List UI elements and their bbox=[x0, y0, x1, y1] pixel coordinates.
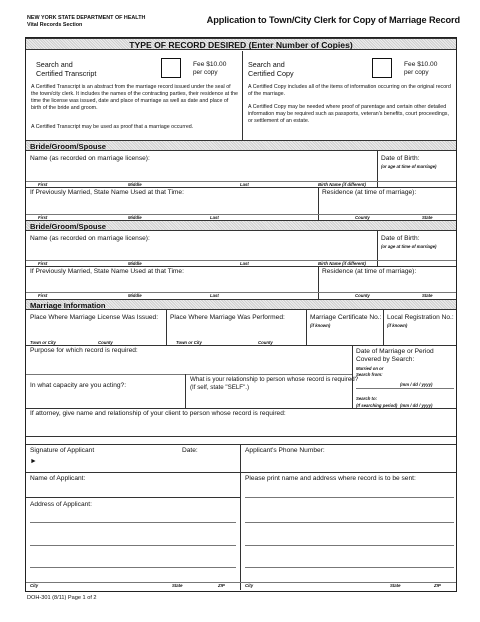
print-address-label: Please print name and address where record is to be sent: bbox=[245, 475, 416, 482]
to-format: (mm / dd / yyyy) bbox=[400, 403, 433, 408]
spouse2-middle: Middle bbox=[128, 261, 142, 266]
mail-line-1 bbox=[245, 497, 454, 498]
from-format: (mm / dd / yyyy) bbox=[400, 382, 433, 387]
married-on: Married on or bbox=[356, 366, 384, 371]
attorney-line bbox=[26, 436, 456, 437]
date-period-label-2: Covered by Search: bbox=[356, 356, 415, 363]
form-title: Application to Town/City Clerk for Copy of Marriage Record bbox=[206, 15, 460, 25]
search-to: Search to: bbox=[356, 396, 378, 401]
license-place-label: Place Where Marriage License Was Issued: bbox=[30, 314, 159, 321]
relationship-label-1: What is your relationship to person whose record is required? bbox=[190, 376, 359, 383]
spouse1-prev-label: If Previously Married, State Name Used at that Time: bbox=[30, 189, 184, 196]
mail-line-4 bbox=[245, 567, 454, 568]
date-label: Date: bbox=[182, 447, 198, 454]
spouse2-last: Last bbox=[240, 261, 249, 266]
spouse1-heading: Bride/Groom/Spouse bbox=[30, 142, 106, 151]
spouse2-state: State bbox=[422, 293, 433, 298]
spouse1-row-divider bbox=[26, 187, 456, 188]
spouse1-prev-last: Last bbox=[210, 215, 219, 220]
transcript-fee: Fee $10.00 bbox=[193, 61, 227, 68]
record-type-heading: TYPE OF RECORD DESIRED (Enter Number of Copies) bbox=[129, 40, 353, 50]
signature-arrow-icon: ► bbox=[30, 458, 37, 465]
mail-state: State bbox=[390, 583, 401, 588]
purpose-label: Purpose for which record is required: bbox=[30, 347, 138, 354]
marriage-divider-2 bbox=[306, 310, 307, 345]
capacity-row-divider bbox=[26, 408, 456, 409]
spouse2-row-divider bbox=[26, 266, 456, 267]
spouse1-middle: Middle bbox=[128, 182, 142, 187]
spouse1-birth-name: Birth Name (if different) bbox=[318, 182, 366, 187]
transcript-per-copy: per copy bbox=[193, 69, 218, 76]
marriage-divider-3 bbox=[383, 310, 384, 345]
applicant-name-line bbox=[26, 497, 240, 498]
address-line-2 bbox=[30, 545, 236, 546]
marriage-bar bbox=[26, 299, 456, 310]
spouse2-prev-last: Last bbox=[210, 293, 219, 298]
spouse2-prev-line bbox=[26, 292, 456, 293]
section-name: Vital Records Section bbox=[27, 21, 83, 28]
mail-line-2 bbox=[245, 522, 454, 523]
date-period-label-1: Date of Marriage or Period bbox=[356, 348, 434, 355]
spouse2-county: County bbox=[355, 293, 370, 298]
performed-town: Town or City bbox=[176, 340, 202, 345]
copy-desc-2: A Certified Copy may be needed where proof of parentage and certain other detailed information may be required such as passports, veteran's benefits, court proceedings, or settlement of an estate. bbox=[248, 104, 449, 124]
header-agency-block bbox=[27, 15, 145, 28]
spouse2-res-label: Residence (at time of marriage): bbox=[322, 268, 417, 275]
spouse2-name-label: Name (as recorded on marriage license): bbox=[30, 235, 150, 242]
license-county: County bbox=[98, 340, 113, 345]
relationship-label-2: (If self, state "SELF".) bbox=[190, 384, 250, 391]
spouse2-dob-sub: (or age at time of marriage) bbox=[381, 244, 437, 249]
license-town: Town or City bbox=[30, 340, 56, 345]
cert-no-label: Marriage Certificate No.: bbox=[310, 314, 382, 321]
spouse2-birth-name: Birth Name (if different) bbox=[318, 261, 366, 266]
spouse1-dob-sub: (or age at time of marriage) bbox=[381, 164, 437, 169]
mail-city: City bbox=[245, 583, 254, 588]
applicant-address-label: Address of Applicant: bbox=[30, 501, 92, 508]
spouse1-county: County bbox=[355, 215, 370, 220]
address-line-1 bbox=[30, 522, 236, 523]
signature-row-divider bbox=[26, 472, 456, 473]
mail-zip: ZIP bbox=[434, 583, 441, 588]
spouse1-state: State bbox=[422, 215, 433, 220]
address-line-3 bbox=[30, 567, 236, 568]
attorney-label: If attorney, give name and relationship of your client to person whose record is required: bbox=[30, 410, 286, 417]
transcript-copies-box[interactable] bbox=[161, 58, 181, 78]
applicant-name-label: Name of Applicant: bbox=[30, 475, 86, 482]
purpose-line bbox=[26, 374, 352, 375]
spouse2-bar bbox=[26, 220, 456, 231]
transcript-desc-1: A Certified Transcript is an abstract from the marriage record issued under the seal of the town/city clerk. It includes the names of the contracting parties, their residence at the time the license was issued, date and place of marriage as well as date and place of birth of the bride and groom. bbox=[31, 84, 238, 111]
performed-place-label: Place Where Marriage Was Performed: bbox=[170, 314, 285, 321]
signature-label: Signature of Applicant bbox=[30, 447, 95, 454]
spouse1-last: Last bbox=[240, 182, 249, 187]
spouse1-res-label: Residence (at time of marriage): bbox=[322, 189, 417, 196]
copy-fee: Fee $10.00 bbox=[404, 61, 438, 68]
applicant-city: City bbox=[30, 583, 39, 588]
search-from-line bbox=[356, 388, 454, 389]
marriage-row-divider bbox=[26, 345, 456, 346]
capacity-divider bbox=[185, 374, 186, 408]
applicant-state: State bbox=[172, 583, 183, 588]
if-searching: (If searching period) bbox=[356, 403, 398, 408]
applicant-top-line bbox=[26, 444, 456, 445]
copy-desc-1: A Certified Copy includes all of the items of information occurring on the original record of the marriage. bbox=[248, 84, 451, 97]
transcript-label-1: Search and bbox=[36, 60, 73, 69]
spouse2-prev-first: First bbox=[38, 293, 48, 298]
agency-name: NEW YORK STATE DEPARTMENT OF HEALTH bbox=[27, 15, 146, 21]
transcript-desc-2: A Certified Transcript may be used as proof that a marriage occurred. bbox=[31, 124, 194, 130]
marriage-heading: Marriage Information bbox=[30, 301, 106, 310]
phone-label: Applicant's Phone Number: bbox=[245, 447, 325, 454]
transcript-label-2: Certified Transcript bbox=[36, 69, 97, 78]
capacity-label: In what capacity are you acting?: bbox=[30, 382, 127, 389]
spouse2-dob-label: Date of Birth: bbox=[381, 235, 420, 242]
spouse1-res-divider bbox=[318, 187, 319, 220]
cert-known: (if known) bbox=[310, 323, 331, 328]
performed-county: County bbox=[258, 340, 273, 345]
reg-known: (if known) bbox=[387, 323, 408, 328]
spouse1-name-label: Name (as recorded on marriage license): bbox=[30, 155, 150, 162]
spouse2-first: First bbox=[38, 261, 48, 266]
spouse1-prev-first: First bbox=[38, 215, 48, 220]
spouse1-dob-label: Date of Birth: bbox=[381, 155, 420, 162]
marriage-divider-1 bbox=[166, 310, 167, 345]
applicant-zip: ZIP bbox=[218, 583, 225, 588]
form-number: DOH-301 (8/11) Page 1 of 2 bbox=[27, 595, 97, 601]
copy-copies-box[interactable] bbox=[372, 58, 392, 78]
copy-per-copy: per copy bbox=[404, 69, 429, 76]
copy-label-1: Search and bbox=[248, 60, 285, 69]
spouse1-prev-line bbox=[26, 214, 456, 215]
record-type-bar bbox=[26, 38, 456, 50]
spouse1-bar bbox=[26, 140, 456, 151]
spouse2-prev-label: If Previously Married, State Name Used at that Time: bbox=[30, 268, 184, 275]
record-type-divider bbox=[242, 51, 243, 140]
applicant-divider bbox=[240, 444, 241, 590]
spouse1-prev-middle: Middle bbox=[128, 215, 142, 220]
search-from: Search from: bbox=[356, 372, 383, 377]
spouse2-heading: Bride/Groom/Spouse bbox=[30, 222, 106, 231]
spouse1-first: First bbox=[38, 182, 48, 187]
reg-no-label: Local Registration No.: bbox=[387, 314, 454, 321]
spouse2-res-divider bbox=[318, 266, 319, 299]
copy-label-2: Certified Copy bbox=[248, 69, 294, 78]
mail-line-3 bbox=[245, 545, 454, 546]
spouse2-prev-middle: Middle bbox=[128, 293, 142, 298]
